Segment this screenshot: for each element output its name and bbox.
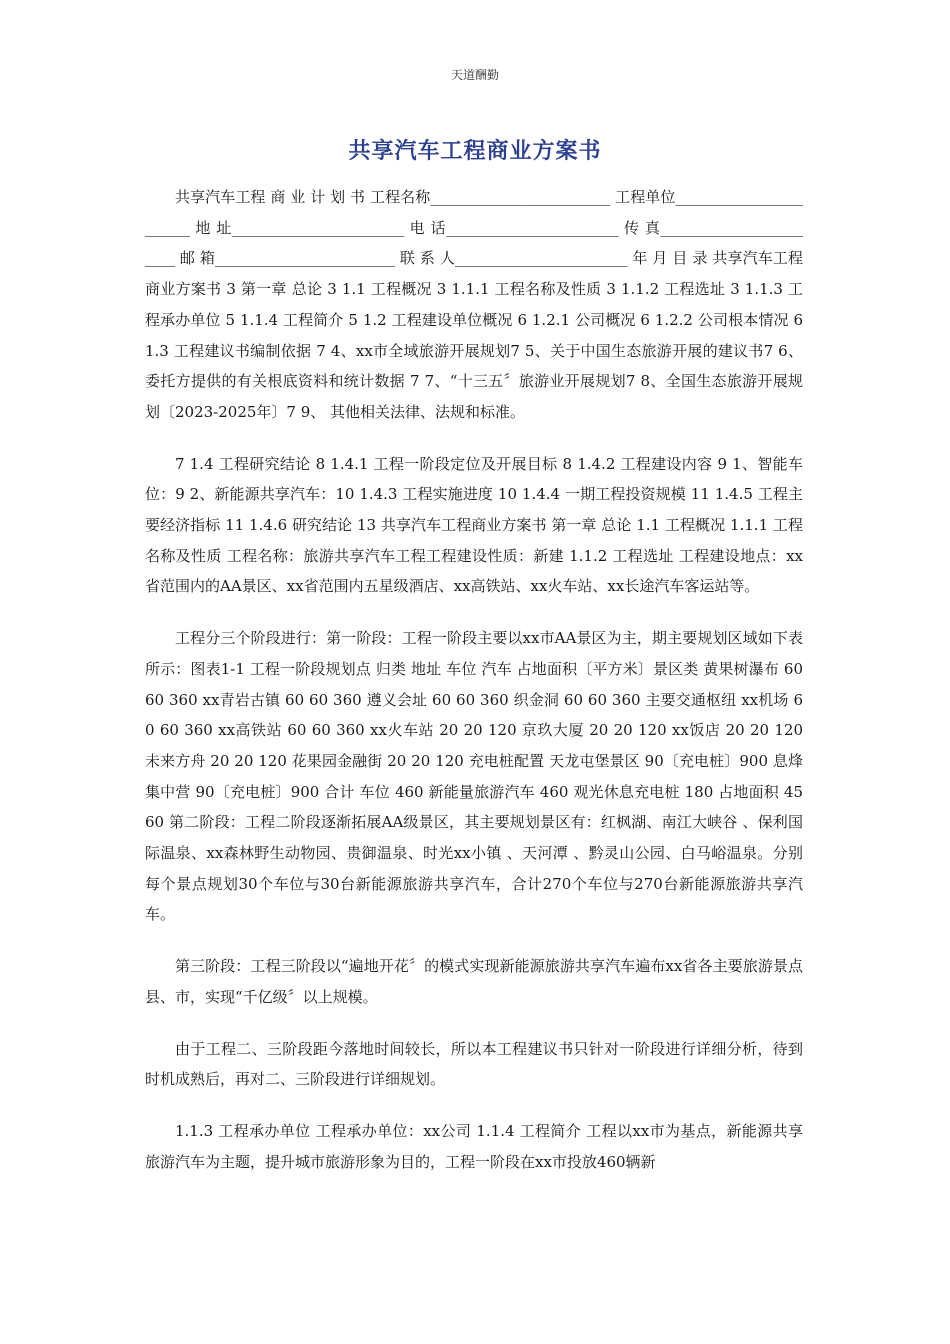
page-header: 天道酬勤 — [450, 68, 499, 82]
paragraph-5: 由于工程二、三阶段距今落地时间较长，所以本工程建议书只针对一阶段进行详细分析，待到时机成熟后，再对二、三阶段进行详细规划。 — [145, 1039, 803, 1089]
paragraph-2: 7 1.4 工程研究结论 8 1.4.1 工程一阶段定位及开展目标 8 1.4.2 工程建设内容 9 1、智能车位：9 2、新能源共享汽车：10 1.4.3 工程实施进度 10 1.4.4 一期工程投资规模 11 1.4.5 工程主要经济指标 11 1.4.6 研究结论 13 共享汽车工程商业方案书 第一章 总论 1.1 工程概况 1.1.1 工程名称及性质 工程名称：旅游共享汽车工程工程建设性质：新建 1.1.2 工程选址 工程建设地点：xx省范围内的AA景区、xx省范围内五星级酒店、xx高铁站、xx火车站、xx长途汽车客运站等。 — [145, 454, 803, 596]
document-title: 共享汽车工程商业方案书 — [348, 139, 602, 164]
document-body — [145, 182, 803, 1198]
paragraph-6: 1.1.3 工程承办单位 工程承办单位：xx公司 1.1.4 工程简介 工程以xx市为基点，新能源共享旅游汽车为主题，提升城市旅游形象为目的，工程一阶段在xx市投放460辆新 — [145, 1121, 803, 1171]
paragraph-1: 共享汽车工程 商 业 计 划 书 工程名称________________________ 工程单位_______________________ 地 址_______________________ 电 话_______________________ 传 真_______________________ 邮 箱________________________ 联 系 人_______________________ 年 月 目 录 共享汽车工程商业方案书 3 第一章 总论 3 1.1 工程概况 3 1.1.1 工程名称及性质 3 1.1.2 工程选址 3 1.1.3 工程承办单位 5 1.1.4 工程简介 5 1.2 工程建设单位概况 6 1.2.1 公司概况 6 1.2.2 公司根本情况 6 1.3 工程建议书编制依据 7 4、xx市全域旅游开展规划7 5、关于中国生态旅游开展的建议书7 6、 委托方提供的有关根底资料和统计数据 7 7、“十三五〞旅游业开展规划7 8、全国生态旅游开展规划〔2023-2025年〕7 9、 其他相关法律、法规和标准。 — [145, 188, 803, 421]
paragraph-4: 第三阶段：工程三阶段以“遍地开花〞的模式实现新能源旅游共享汽车遍布xx省各主要旅游景点县、市，实现“千亿级〞以上规模。 — [145, 957, 803, 1006]
paragraph-3: 工程分三个阶段进行：第一阶段：工程一阶段主要以xx市AA景区为主，期主要规划区域如下表所示：图表1-1 工程一阶段规划点 归类 地址 车位 汽车 占地面积〔平方米〕景区类 黄果树瀑布 60 60 360 xx青岩古镇 60 60 360 遵义会址 60 60 360 织金洞 60 60 360 主要交通枢纽 xx机场 60 60 360 xx高铁站 60 60 360 xx火车站 20 20 120 京玖大厦 20 20 120 xx饭店 20 20 120 未来方舟 20 20 120 花果园金融街 20 20 120 充电桩配置 天龙屯堡景区 90〔充电桩〕900 息烽集中营 90〔充电桩〕900 合计 车位 460 新能量旅游汽车 460 观光休息充电桩 180 占地面积 4560 第二阶段：工程二阶段逐渐拓展AA级景区，其主要规划景区有：红枫湖、南江大峡谷 、保利国际温泉、xx森林野生动物园、贵御温泉、时光xx小镇 、天河潭 、黔灵山公园、白马峪温泉。分别每个景点规划30个车位与30台新能源旅游共享汽车，合计270个车位与270台新能源旅游共享汽车。 — [145, 629, 803, 924]
